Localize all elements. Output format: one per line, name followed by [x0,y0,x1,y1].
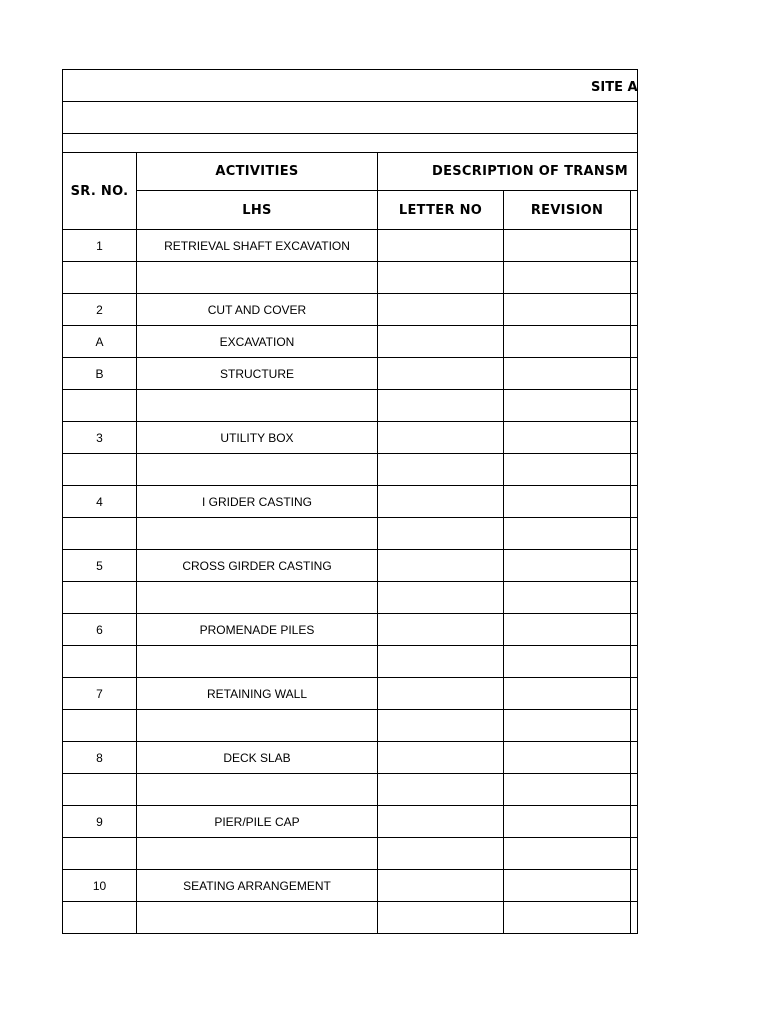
lhs-header: LHS [137,191,378,230]
table-row [63,262,638,294]
extra-cell [631,710,638,742]
revision-cell [504,646,631,678]
revision-cell [504,454,631,486]
extra-cell [631,454,638,486]
extra-cell [631,902,638,934]
table-row [63,326,638,358]
extra-cell [631,774,638,806]
sheet-title: SITE A [591,80,638,95]
title-cell [63,70,638,102]
table-row [63,422,638,454]
extra-cell [631,486,638,518]
title-row [63,70,638,102]
extra-cell [631,422,638,454]
revision-cell [504,294,631,326]
sr-no-cell: 6 [63,614,137,646]
sr-no-cell: 9 [63,806,137,838]
description-header: DESCRIPTION OF TRANSM [378,153,638,191]
letter-no-cell [378,806,504,838]
spacer-row [63,134,638,153]
activity-cell [137,774,378,806]
letter-no-cell [378,646,504,678]
sr-no-cell [63,774,137,806]
table-row [63,710,638,742]
revision-cell [504,486,631,518]
sr-no-cell [63,710,137,742]
extra-cell [631,614,638,646]
letter-no-cell [378,710,504,742]
extra-cell [631,806,638,838]
extra-cell [631,294,638,326]
extra-cell [631,518,638,550]
activity-cell [137,710,378,742]
revision-cell [504,262,631,294]
revision-cell [504,774,631,806]
extra-cell [631,582,638,614]
extra-cell [631,550,638,582]
revision-cell [504,902,631,934]
letter-no-cell [378,294,504,326]
sr-no-cell [63,454,137,486]
activity-cell: EXCAVATION [137,326,378,358]
activity-cell: UTILITY BOX [137,422,378,454]
extra-cell [631,326,638,358]
activity-cell: PROMENADE PILES [137,614,378,646]
table-row [63,550,638,582]
spacer-cell [63,134,638,153]
activity-cell [137,902,378,934]
revision-cell [504,326,631,358]
letter-no-cell [378,358,504,390]
activity-cell: PIER/PILE CAP [137,806,378,838]
table-row [63,582,638,614]
extra-cell [631,358,638,390]
activity-cell [137,838,378,870]
table-row [63,678,638,710]
letter-no-cell [378,390,504,422]
letter-no-cell [378,742,504,774]
revision-cell [504,550,631,582]
revision-cell [504,422,631,454]
table-row [63,870,638,902]
letter-no-cell [378,454,504,486]
sr-no-cell: B [63,358,137,390]
activity-cell [137,518,378,550]
revision-cell [504,838,631,870]
letter-no-cell [378,902,504,934]
sr-no-header: SR. NO. [63,153,137,230]
extra-header-cell [631,191,638,230]
sr-no-cell: 1 [63,230,137,262]
sr-no-cell: 4 [63,486,137,518]
sr-no-cell: 7 [63,678,137,710]
sr-no-cell [63,262,137,294]
revision-cell [504,710,631,742]
table-row [63,454,638,486]
letter-no-cell [378,870,504,902]
table-row [63,774,638,806]
sr-no-cell [63,838,137,870]
revision-cell [504,870,631,902]
revision-cell [504,614,631,646]
blank-cell [63,102,638,134]
sr-no-cell [63,902,137,934]
revision-header: REVISION [504,191,631,230]
activity-cell: CUT AND COVER [137,294,378,326]
revision-cell [504,806,631,838]
revision-cell [504,230,631,262]
activity-cell: RETAINING WALL [137,678,378,710]
extra-cell [631,678,638,710]
activity-cell: SEATING ARRANGEMENT [137,870,378,902]
extra-cell [631,230,638,262]
sr-no-cell [63,390,137,422]
table-row [63,358,638,390]
letter-no-cell [378,262,504,294]
activity-cell: RETRIEVAL SHAFT EXCAVATION [137,230,378,262]
extra-cell [631,390,638,422]
table-row [63,614,638,646]
activity-table [62,69,638,934]
activity-cell: I GRIDER CASTING [137,486,378,518]
extra-cell [631,262,638,294]
sr-no-cell: 5 [63,550,137,582]
sr-no-cell: A [63,326,137,358]
table-row [63,838,638,870]
letter-no-cell [378,326,504,358]
revision-cell [504,582,631,614]
table-row [63,230,638,262]
letter-no-cell [378,614,504,646]
table-row [63,518,638,550]
sr-no-cell [63,646,137,678]
revision-cell [504,518,631,550]
letter-no-cell [378,230,504,262]
revision-cell [504,390,631,422]
revision-cell [504,742,631,774]
table-row [63,294,638,326]
letter-no-cell [378,550,504,582]
activity-cell: DECK SLAB [137,742,378,774]
table-body [63,230,638,934]
extra-cell [631,870,638,902]
table-row [63,806,638,838]
revision-cell [504,678,631,710]
table-row [63,486,638,518]
sr-no-cell: 2 [63,294,137,326]
extra-cell [631,646,638,678]
sr-no-cell: 3 [63,422,137,454]
sr-no-cell: 10 [63,870,137,902]
table-row [63,646,638,678]
blank-title-row [63,102,638,134]
header-row-1 [63,153,638,191]
activity-cell: STRUCTURE [137,358,378,390]
header-row-2 [63,191,638,230]
letter-no-cell [378,678,504,710]
activity-cell [137,646,378,678]
activity-cell [137,390,378,422]
revision-cell [504,358,631,390]
table-row [63,902,638,934]
letter-no-cell [378,774,504,806]
activity-cell [137,262,378,294]
activity-cell [137,454,378,486]
letter-no-cell [378,486,504,518]
extra-cell [631,742,638,774]
sr-no-cell [63,582,137,614]
letter-no-header: LETTER NO [378,191,504,230]
activities-header: ACTIVITIES [137,153,378,191]
spreadsheet-page [62,69,638,935]
table-row [63,390,638,422]
sr-no-cell [63,518,137,550]
letter-no-cell [378,518,504,550]
sr-no-cell: 8 [63,742,137,774]
letter-no-cell [378,838,504,870]
table-row [63,742,638,774]
letter-no-cell [378,582,504,614]
letter-no-cell [378,422,504,454]
activity-cell [137,582,378,614]
extra-cell [631,838,638,870]
activity-cell: CROSS GIRDER CASTING [137,550,378,582]
